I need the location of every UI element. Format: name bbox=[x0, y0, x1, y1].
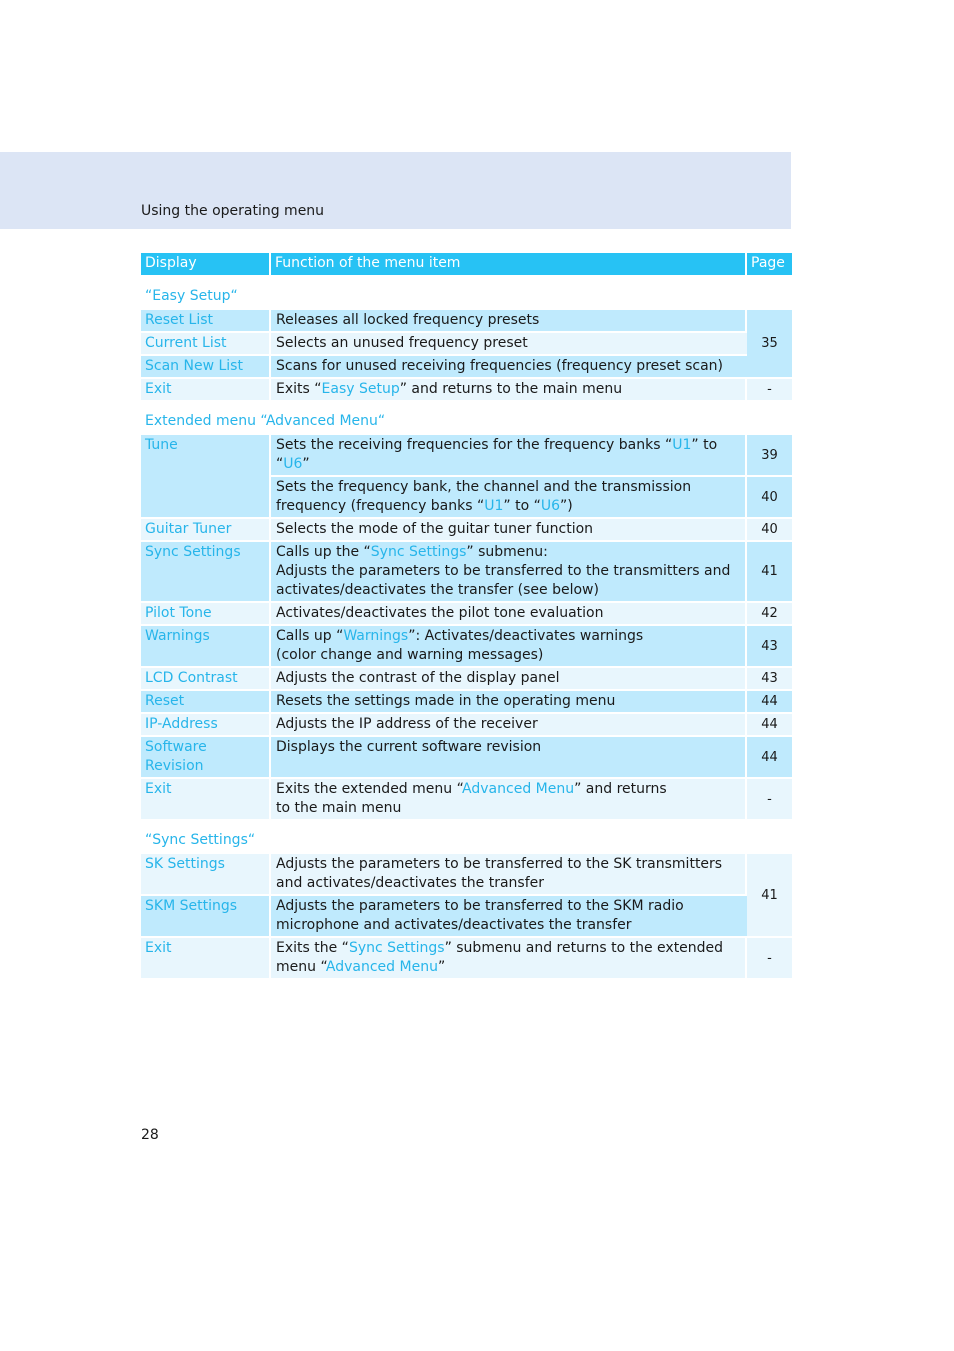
display-cell: Tune bbox=[141, 435, 271, 519]
display-cell: Warnings bbox=[141, 626, 271, 668]
function-cell bbox=[271, 779, 747, 821]
table-row bbox=[141, 310, 792, 333]
function-text: Calls up “ bbox=[276, 628, 344, 644]
section-title-row bbox=[141, 277, 792, 310]
function-cell bbox=[271, 477, 747, 519]
function-cell bbox=[271, 938, 747, 980]
section-title-row bbox=[141, 821, 792, 854]
table-row bbox=[141, 938, 792, 980]
column-header-page: Page bbox=[747, 253, 792, 277]
function-cell bbox=[271, 603, 747, 626]
table-body bbox=[141, 277, 792, 980]
menu-item-reference: Advanced Menu bbox=[462, 781, 575, 797]
page-header-title: Using the operating menu bbox=[141, 203, 325, 219]
display-cell: SK Settings bbox=[141, 854, 271, 896]
display-cell: Software Revision bbox=[141, 737, 271, 779]
table-row bbox=[141, 668, 792, 691]
function-text: Adjusts the contrast of the display panel bbox=[276, 670, 560, 686]
table-row bbox=[141, 626, 792, 668]
menu-table bbox=[141, 253, 792, 980]
function-cell bbox=[271, 333, 747, 356]
table-row bbox=[141, 519, 792, 542]
page-cell: - bbox=[747, 938, 792, 980]
display-cell: Guitar Tuner bbox=[141, 519, 271, 542]
display-cell: Exit bbox=[141, 779, 271, 821]
page-cell: 44 bbox=[747, 714, 792, 737]
section-title: Extended menu “Advanced Menu“ bbox=[141, 402, 792, 435]
page-cell: 44 bbox=[747, 691, 792, 714]
display-cell: Exit bbox=[141, 379, 271, 402]
function-text: ”) bbox=[560, 498, 573, 514]
page-number: 28 bbox=[141, 1127, 159, 1143]
column-header-display: Display bbox=[141, 253, 271, 277]
page-cell: 44 bbox=[747, 737, 792, 779]
menu-item-reference: U6 bbox=[540, 498, 561, 514]
display-cell: LCD Contrast bbox=[141, 668, 271, 691]
table-row bbox=[141, 542, 792, 603]
table-row bbox=[141, 896, 792, 938]
function-text: Releases all locked frequency presets bbox=[276, 312, 540, 328]
header-band bbox=[0, 152, 791, 229]
display-cell: IP-Address bbox=[141, 714, 271, 737]
display-cell: Reset bbox=[141, 691, 271, 714]
function-text: ” and returns to the main menu bbox=[399, 381, 623, 397]
table-row bbox=[141, 435, 792, 477]
function-text: ” to “ bbox=[503, 498, 541, 514]
page-cell: 39 bbox=[747, 435, 792, 477]
table-row bbox=[141, 714, 792, 737]
function-text: ” to “ bbox=[276, 437, 718, 472]
display-cell: Reset List bbox=[141, 310, 271, 333]
table-row bbox=[141, 737, 792, 779]
function-text: Sets the frequency bank, the channel and the transmission frequency (frequency banks “ bbox=[276, 479, 692, 514]
function-cell bbox=[271, 379, 747, 402]
menu-item-reference: U1 bbox=[484, 498, 504, 514]
function-cell bbox=[271, 310, 747, 333]
display-cell: Current List bbox=[141, 333, 271, 356]
display-cell: Sync Settings bbox=[141, 542, 271, 603]
function-text: Adjusts the IP address of the receiver bbox=[276, 716, 538, 732]
function-text: to the main menu bbox=[276, 800, 402, 816]
section-title-row bbox=[141, 402, 792, 435]
function-text: ” submenu and returns to the extended menu “ bbox=[276, 940, 724, 975]
page-cell: - bbox=[747, 779, 792, 821]
page-cell: 40 bbox=[747, 519, 792, 542]
page-cell: 43 bbox=[747, 626, 792, 668]
function-text: ”: Activates/deactivates warnings bbox=[408, 628, 644, 644]
page-cell: 42 bbox=[747, 603, 792, 626]
function-text: Displays the current software revision bbox=[276, 739, 542, 755]
function-text: Exits “ bbox=[276, 381, 322, 397]
menu-item-reference: Sync Settings bbox=[348, 940, 445, 956]
function-text: Adjusts the parameters to be transferred to the transmitters and activates/deactivates the transfer (see below) bbox=[276, 563, 731, 598]
section-title: “Easy Setup“ bbox=[141, 277, 792, 310]
function-text: Resets the settings made in the operating menu bbox=[276, 693, 616, 709]
function-text: Exits the “ bbox=[276, 940, 349, 956]
function-text: Calls up the “ bbox=[276, 544, 371, 560]
function-cell bbox=[271, 737, 747, 779]
function-cell bbox=[271, 519, 747, 542]
menu-item-reference: Advanced Menu bbox=[325, 959, 438, 975]
table-row bbox=[141, 779, 792, 821]
menu-item-reference: Easy Setup bbox=[321, 381, 400, 397]
table-row bbox=[141, 603, 792, 626]
function-cell bbox=[271, 896, 747, 938]
function-text: ” bbox=[437, 959, 446, 975]
function-text: (color change and warning messages) bbox=[276, 647, 544, 663]
column-header-function: Function of the menu item bbox=[271, 253, 747, 277]
function-text: Activates/deactivates the pilot tone evaluation bbox=[276, 605, 604, 621]
function-cell bbox=[271, 714, 747, 737]
menu-item-reference: U6 bbox=[283, 456, 303, 472]
function-text: ” bbox=[302, 456, 310, 472]
function-cell bbox=[271, 854, 747, 896]
table-row bbox=[141, 379, 792, 402]
function-text: Exits the extended menu “ bbox=[276, 781, 463, 797]
function-text: Selects the mode of the guitar tuner function bbox=[276, 521, 594, 537]
table-row bbox=[141, 691, 792, 714]
page-cell: - bbox=[747, 379, 792, 402]
page-cell: 43 bbox=[747, 668, 792, 691]
function-cell bbox=[271, 691, 747, 714]
function-text: Adjusts the parameters to be transferred to the SKM radio microphone and activates/deactivates the transfer bbox=[276, 898, 684, 933]
function-cell bbox=[271, 626, 747, 668]
display-cell: Exit bbox=[141, 938, 271, 980]
function-text: Sets the receiving frequencies for the frequency banks “ bbox=[276, 437, 673, 453]
table-row bbox=[141, 333, 792, 356]
table-row bbox=[141, 854, 792, 896]
table-row bbox=[141, 356, 792, 379]
function-cell bbox=[271, 435, 747, 477]
page-cell: 41 bbox=[747, 542, 792, 603]
function-text: ” submenu: bbox=[466, 544, 548, 560]
section-title: “Sync Settings“ bbox=[141, 821, 792, 854]
function-text: Adjusts the parameters to be transferred to the SK transmitters and activates/deactivates the transfer bbox=[276, 856, 723, 891]
table-header-row bbox=[141, 253, 792, 277]
function-cell bbox=[271, 542, 747, 603]
function-cell bbox=[271, 356, 747, 379]
menu-item-reference: Warnings bbox=[343, 628, 409, 644]
menu-item-reference: Sync Settings bbox=[370, 544, 467, 560]
function-text: Selects an unused frequency preset bbox=[276, 335, 528, 351]
function-text: ” and returns bbox=[574, 781, 667, 797]
function-cell bbox=[271, 668, 747, 691]
menu-item-reference: U1 bbox=[672, 437, 692, 453]
display-cell: SKM Settings bbox=[141, 896, 271, 938]
display-cell: Scan New List bbox=[141, 356, 271, 379]
display-cell: Pilot Tone bbox=[141, 603, 271, 626]
page-cell: 40 bbox=[747, 477, 792, 519]
function-text: Scans for unused receiving frequencies (frequency preset scan) bbox=[276, 358, 724, 374]
page-cell: 41 bbox=[747, 854, 792, 938]
page-cell: 35 bbox=[747, 310, 792, 379]
